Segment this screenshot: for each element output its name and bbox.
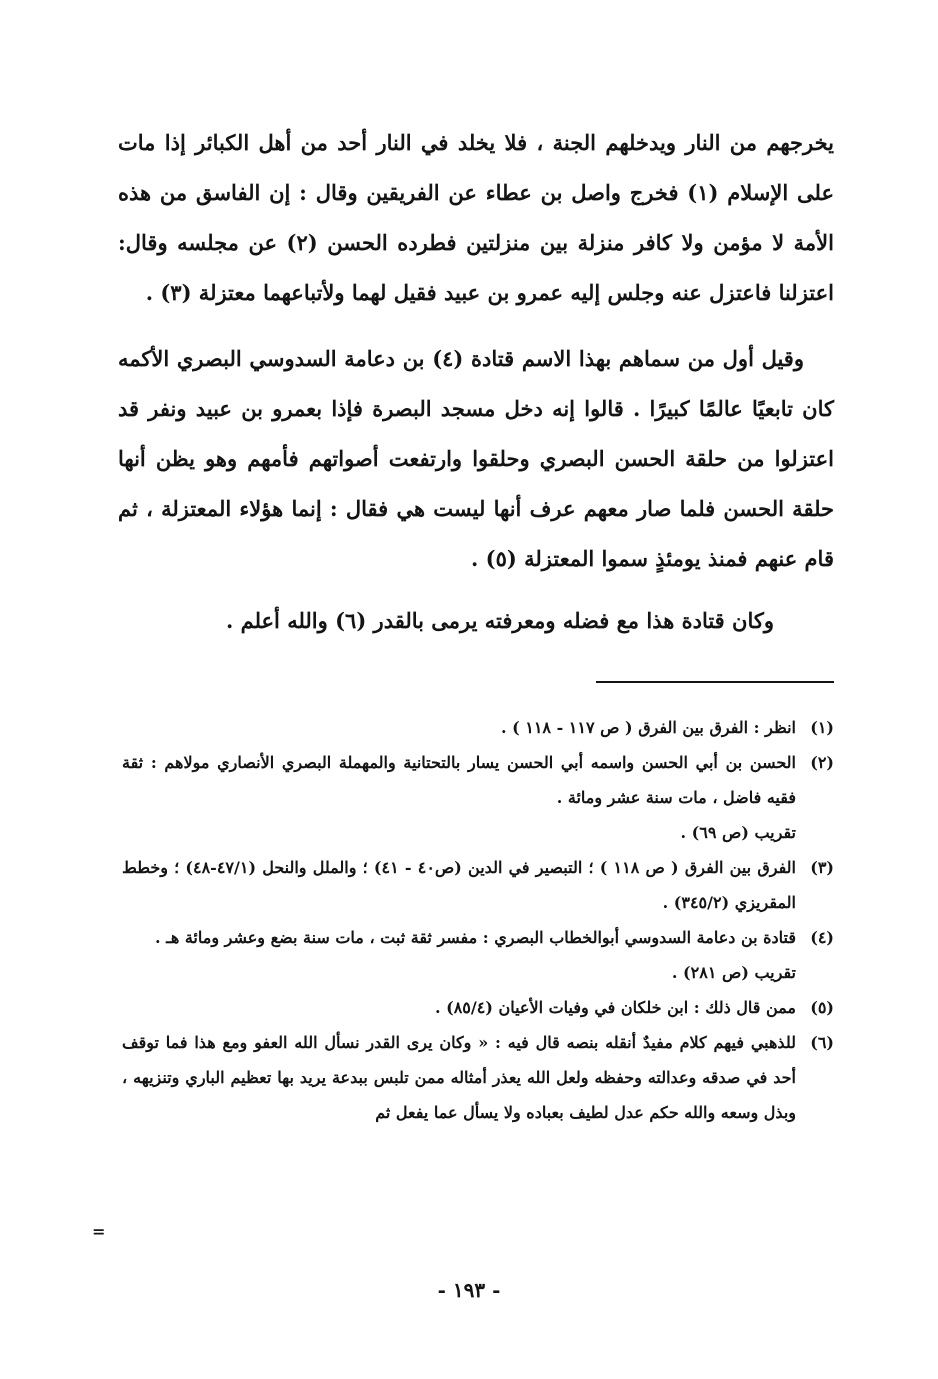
page-number: - ١٩٣ -	[437, 1278, 501, 1302]
main-text	[118, 118, 834, 646]
footnote-reference: تقريب (ص ٦٩) .	[680, 823, 796, 842]
paragraph-3: وكان قتادة هذا مع فضله ومعرفته يرمى بالقدر (٦) والله أعلم .	[225, 608, 774, 633]
footnote-reference: تقريب (ص ٢٨١) .	[671, 963, 796, 982]
paragraph-1: يخرجهم من النار ويدخلهم الجنة ، فلا يخلد في النار أحد من أهل الكبائر إذا مات على الإسلام (١) فخرج واصل بن عطاء عن الفريقين وقال : إن الفاسق من هذه الأمة لا مؤمن ولا كافر منزلة بين منزلتين فطرده الحسن (٢) عن مجلسه وقال: اعتزلنا فاعتزل عنه وجلس إليه عمرو بن عبيد فقيل لهما ولأتباعهما معتزلة (٣) .	[118, 130, 834, 305]
footnotes	[122, 710, 834, 1130]
continuation-mark: =	[92, 1222, 106, 1241]
footnote-text: الفرق بين الفرق ( ص ١١٨ ) ؛ التبصير في الدين (ص٤٠ - ٤١) ؛ والملل والنحل (٤٧/١-٤٨) ؛ وخطط المقريزي (٣٤٥/٢) .	[122, 858, 796, 912]
footnote-5	[122, 990, 834, 1025]
footnote-1	[122, 710, 834, 745]
footnote-text: للذهبي فيهم كلام مفيدٌ أنقله بنصه قال فيه : « وكان يرى القدر نسأل الله العفو ومع هذا فما توقف أحد في صدقه وعدالته وحفظه ولعل الله يعذر أمثاله ممن تلبس ببدعة يريد بها تعظيم الباري وتنزيهه ، وبذل وسعه والله حكم عدل لطيف بعباده ولا يسأل عما يفعل ثم	[122, 1033, 796, 1122]
footnote-2	[122, 745, 834, 850]
footnote-number: (٦)	[810, 1033, 834, 1052]
footnote-number: (٤)	[810, 928, 834, 947]
footnote-3	[122, 850, 834, 920]
footnote-number: (٢)	[810, 753, 834, 772]
footnote-number: (١)	[810, 718, 834, 737]
footnote-text: قتادة بن دعامة السدوسي أبوالخطاب البصري : مفسر ثقة ثبت ، مات سنة بضع وعشر ومائة هـ .	[155, 928, 796, 947]
footnote-6	[122, 1025, 834, 1130]
footnote-divider	[596, 681, 834, 683]
footnote-text: الحسن بن أبي الحسن واسمه أبي الحسن يسار بالتحتانية والمهملة البصري الأنصاري مولاهم : ثقة فقيه فاضل ، مات سنة عشر ومائة .	[122, 753, 796, 807]
footnote-number: (٣)	[810, 858, 834, 877]
footnote-number: (٥)	[810, 998, 834, 1017]
footnote-text: ممن قال ذلك : ابن خلكان في وفيات الأعيان (٨٥/٤) .	[434, 998, 796, 1017]
paragraph-2: وقيل أول من سماهم بهذا الاسم قتادة (٤) بن دعامة السدوسي البصري الأكمه كان تابعيًا عالمًا كبيرًا . قالوا إنه دخل مسجد البصرة فإذا بعمرو بن عبيد ونفر قد اعتزلوا من حلقة الحسن البصري وحلقوا وارتفعت أصواتهم فأمهم وهو يظن أنها حلقة الحسن فلما صار معهم عرف أنها ليست هي فقال : إنما هؤلاء المعتزلة ، ثم قام عنهم فمنذ يومئذٍ سموا المعتزلة (٥) .	[118, 346, 834, 571]
footnote-4	[122, 920, 834, 990]
footnote-text: انظر : الفرق بين الفرق ( ص ١١٧ - ١١٨ ) .	[500, 718, 796, 737]
